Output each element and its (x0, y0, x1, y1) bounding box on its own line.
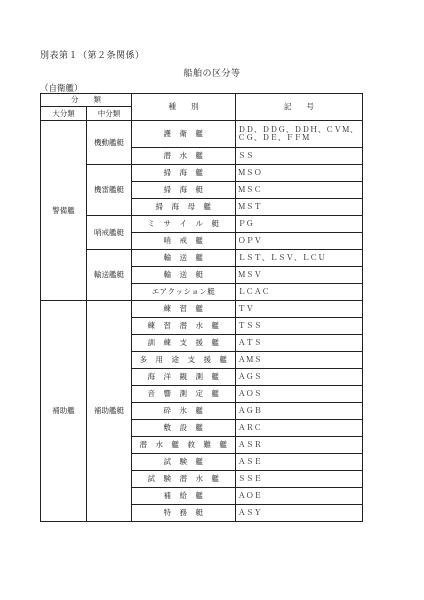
ship-symbol-cell: ＭＳＶ (236, 267, 363, 284)
major-category-cell: 補助艦 (41, 301, 87, 522)
ship-type-cell: ミ サ イ ル 艇 (132, 216, 236, 233)
ship-type-cell: 敷 設 艦 (132, 420, 236, 437)
table-row (41, 121, 363, 148)
table-row (41, 216, 363, 233)
ship-type-cell: 音 響 測 定 艦 (132, 386, 236, 403)
ship-type-cell: 掃 海 艦 (132, 165, 236, 182)
ship-symbol-cell: ＡＴＳ (236, 335, 363, 352)
ship-symbol-cell: ＡＧＢ (236, 403, 363, 420)
ship-classification-table (40, 93, 363, 522)
ship-type-cell: エアクッション艇 (132, 284, 236, 301)
ship-symbol-cell: ＡＳＥ (236, 454, 363, 471)
ship-type-cell: 哨 戒 艦 (132, 233, 236, 250)
ship-type-cell: 練 習 潜 水 艦 (132, 318, 236, 335)
symbol-header: 記 号 (236, 94, 363, 121)
ship-type-cell: 特 務 艇 (132, 505, 236, 522)
category-note: （自衛艦） (40, 84, 83, 94)
table-row (41, 250, 363, 267)
ship-type-cell: 潜 水 艦 (132, 148, 236, 165)
middle-category-cell: 補助艦艇 (87, 301, 132, 522)
ship-type-cell: 掃 海 艇 (132, 182, 236, 199)
ship-symbol-cell: ＡＯＳ (236, 386, 363, 403)
ship-type-cell: 掃 海 母 艦 (132, 199, 236, 216)
classification-header: 分 類 (41, 94, 132, 107)
major-header: 大分類 (41, 107, 87, 121)
ship-type-cell: 多 用 途 支 援 艦 (132, 352, 236, 369)
appendix-label: 別表第１（第２条関係） (40, 51, 145, 61)
ship-symbol-cell: ＡＲＣ (236, 420, 363, 437)
ship-symbol-cell: ＡＯＥ (236, 488, 363, 505)
ship-type-cell: 護 衛 艦 (132, 121, 236, 148)
table-body (41, 121, 363, 522)
ship-type-cell: 海 洋 観 測 艦 (132, 369, 236, 386)
ship-type-cell: 試 験 潜 水 艦 (132, 471, 236, 488)
ship-symbol-cell: ＭＳＴ (236, 199, 363, 216)
ship-symbol-cell: ＬＣＡＣ (236, 284, 363, 301)
ship-symbol-cell: ＰＧ (236, 216, 363, 233)
table-row (41, 301, 363, 318)
ship-symbol-cell: ＭＳＣ (236, 182, 363, 199)
major-category-cell: 警備艦 (41, 121, 87, 301)
table-row (41, 165, 363, 182)
ship-symbol-cell: ＯＰＶ (236, 233, 363, 250)
ship-type-cell: 輸 送 艇 (132, 267, 236, 284)
ship-type-cell: 潜 水 艦 救 難 艦 (132, 437, 236, 454)
ship-symbol-cell: ＴＶ (236, 301, 363, 318)
ship-type-cell: 補 給 艦 (132, 488, 236, 505)
ship-type-cell: 砕 氷 艦 (132, 403, 236, 420)
middle-category-cell: 哨戒艦艇 (87, 216, 132, 250)
ship-symbol-cell: ＡＳＹ (236, 505, 363, 522)
middle-header: 中分類 (87, 107, 132, 121)
ship-type-cell: 輸 送 艦 (132, 250, 236, 267)
ship-symbol-cell: ＴＳＳ (236, 318, 363, 335)
document-title: 船舶の区分等 (183, 69, 241, 79)
type-header: 種 別 (132, 94, 236, 121)
ship-symbol-cell: ＡＧＳ (236, 369, 363, 386)
ship-symbol-cell: ＡＭＳ (236, 352, 363, 369)
ship-symbol-cell: ＭＳＯ (236, 165, 363, 182)
ship-symbol-cell: ＳＳＥ (236, 471, 363, 488)
ship-type-cell: 練 習 艦 (132, 301, 236, 318)
middle-category-cell: 機動艦艇 (87, 121, 132, 165)
ship-symbol-cell: ＳＳ (236, 148, 363, 165)
ship-type-cell: 訓 練 支 援 艦 (132, 335, 236, 352)
ship-symbol-cell: ＡＳＲ (236, 437, 363, 454)
middle-category-cell: 輸送艦艇 (87, 250, 132, 301)
ship-symbol-cell: ＤＤ、ＤＤＧ、ＤＤＨ、ＣＶＭ、ＣＧ、ＤＥ、ＦＦＭ (236, 121, 363, 148)
ship-symbol-cell: ＬＳＴ、ＬＳＶ、ＬＣＵ (236, 250, 363, 267)
middle-category-cell: 機雷艦艇 (87, 165, 132, 216)
ship-type-cell: 試 験 艦 (132, 454, 236, 471)
